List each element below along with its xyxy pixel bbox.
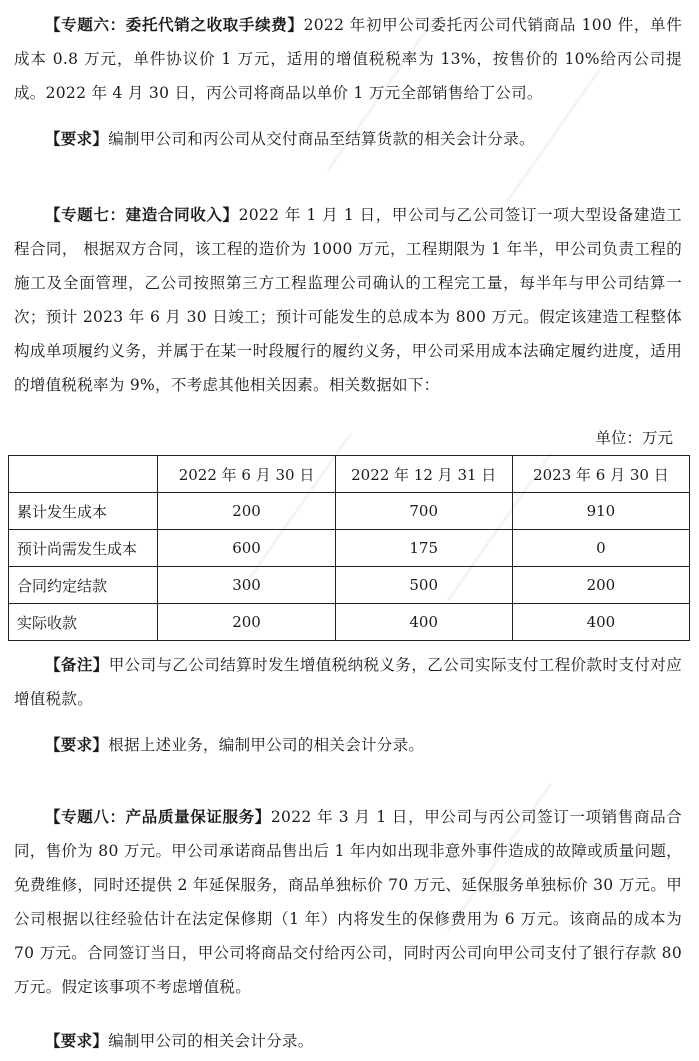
section7-req-label: 【要求】 [45, 736, 109, 754]
section8-paragraph [14, 800, 682, 1004]
section7-body: 2022 年 1 月 1 日，甲公司与乙公司签订一项大型设备建造工程合同， 根据双方合同，该工程的造价为 1000 万元，工程期限为 1 年半，甲公司负责工程的施工及全面管理，乙公司按照第三方工程监理公司确认的工程完工量，每半年与甲公司结算一次；预计 2023 年 6 月 30 日竣工；预计可能发生的总成本为 800 万元。假定该建造工程整体构成单项履约义务，并属于在某一时段履行的履约义务，甲公司采用成本法确定履约进度，适用的增值税税率为 9%，不考虑其他相关因素。相关数据如下： [14, 206, 682, 394]
table-cell: 400 [512, 604, 689, 641]
table-row [9, 493, 690, 530]
table-cell: 910 [512, 493, 689, 530]
table-header-row [9, 456, 690, 493]
section6-title: 【专题六：委托代销之收取手续费】 [45, 16, 304, 34]
section8-req-text: 编制甲公司的相关会计分录。 [108, 1032, 314, 1050]
section7-note-label: 【备注】 [45, 656, 109, 674]
table-cell: 600 [158, 530, 335, 567]
table-cell: 300 [158, 567, 335, 604]
section7-requirement [14, 728, 682, 762]
table-cell: 200 [158, 493, 335, 530]
section6-req-text: 编制甲公司和丙公司从交付商品至结算货款的相关会计分录。 [108, 130, 535, 148]
data-table [8, 455, 690, 641]
table-row-label: 合同约定结款 [9, 567, 158, 604]
table-cell: 700 [335, 493, 512, 530]
table-row [9, 604, 690, 641]
table-cell: 400 [335, 604, 512, 641]
table-header-cell: 2022 年 12 月 31 日 [335, 456, 512, 493]
table-header-cell [9, 456, 158, 493]
table-row-label: 预计尚需发生成本 [9, 530, 158, 567]
table-row-label: 实际收款 [9, 604, 158, 641]
table-row-label: 累计发生成本 [9, 493, 158, 530]
table-cell: 200 [512, 567, 689, 604]
table-header-cell: 2023 年 6 月 30 日 [512, 456, 689, 493]
table-cell: 200 [158, 604, 335, 641]
section6-paragraph [14, 8, 682, 110]
table-cell: 0 [512, 530, 689, 567]
section8-requirement [14, 1024, 682, 1058]
section8-body: 2022 年 3 月 1 日，甲公司与丙公司签订一项销售商品合同，售价为 80 万元。甲公司承诺商品售出后 1 年内如出现非意外事件造成的故障或质量问题，免费维修，同时还提供 2 年延保服务，商品单独标价 70 万元、延保服务单独标价 30 万元。甲公司根据以往经验估计在法定保修期（1 年）内将发生的保修费用为 6 万元。该商品的成本为 70 万元。合同签订当日，甲公司将商品交付给丙公司，同时丙公司向甲公司支付了银行存款 80 万元。假定该事项不考虑增值税。 [14, 808, 683, 996]
section7-paragraph [14, 198, 682, 402]
table-row [9, 567, 690, 604]
section7-title: 【专题七：建造合同收入】 [45, 206, 239, 224]
table-cell: 175 [335, 530, 512, 567]
section8-req-label: 【要求】 [45, 1032, 109, 1050]
section7-req-text: 根据上述业务，编制甲公司的相关会计分录。 [108, 736, 425, 754]
unit-label: 单位：万元 [595, 429, 673, 447]
section6-requirement [14, 122, 682, 156]
section8-title: 【专题八：产品质量保证服务】 [45, 808, 271, 826]
table-header-cell: 2022 年 6 月 30 日 [158, 456, 335, 493]
section6-body: 2022 年初甲公司委托丙公司代销商品 100 件，单件成本 0.8 万元，单件协议价 1 万元，适用的增值税税率为 13%，按售价的 10%给丙公司提成。2022 年 4 月 30 日，丙公司将商品以单价 1 万元全部销售给丁公司。 [14, 16, 682, 102]
section7-note-text: 甲公司与乙公司结算时发生增值税纳税义务，乙公司实际支付工程价款时支付对应增值税款。 [14, 656, 682, 708]
table-cell: 500 [335, 567, 512, 604]
table-row [9, 530, 690, 567]
section6-req-label: 【要求】 [45, 130, 109, 148]
section7-note [14, 648, 682, 716]
